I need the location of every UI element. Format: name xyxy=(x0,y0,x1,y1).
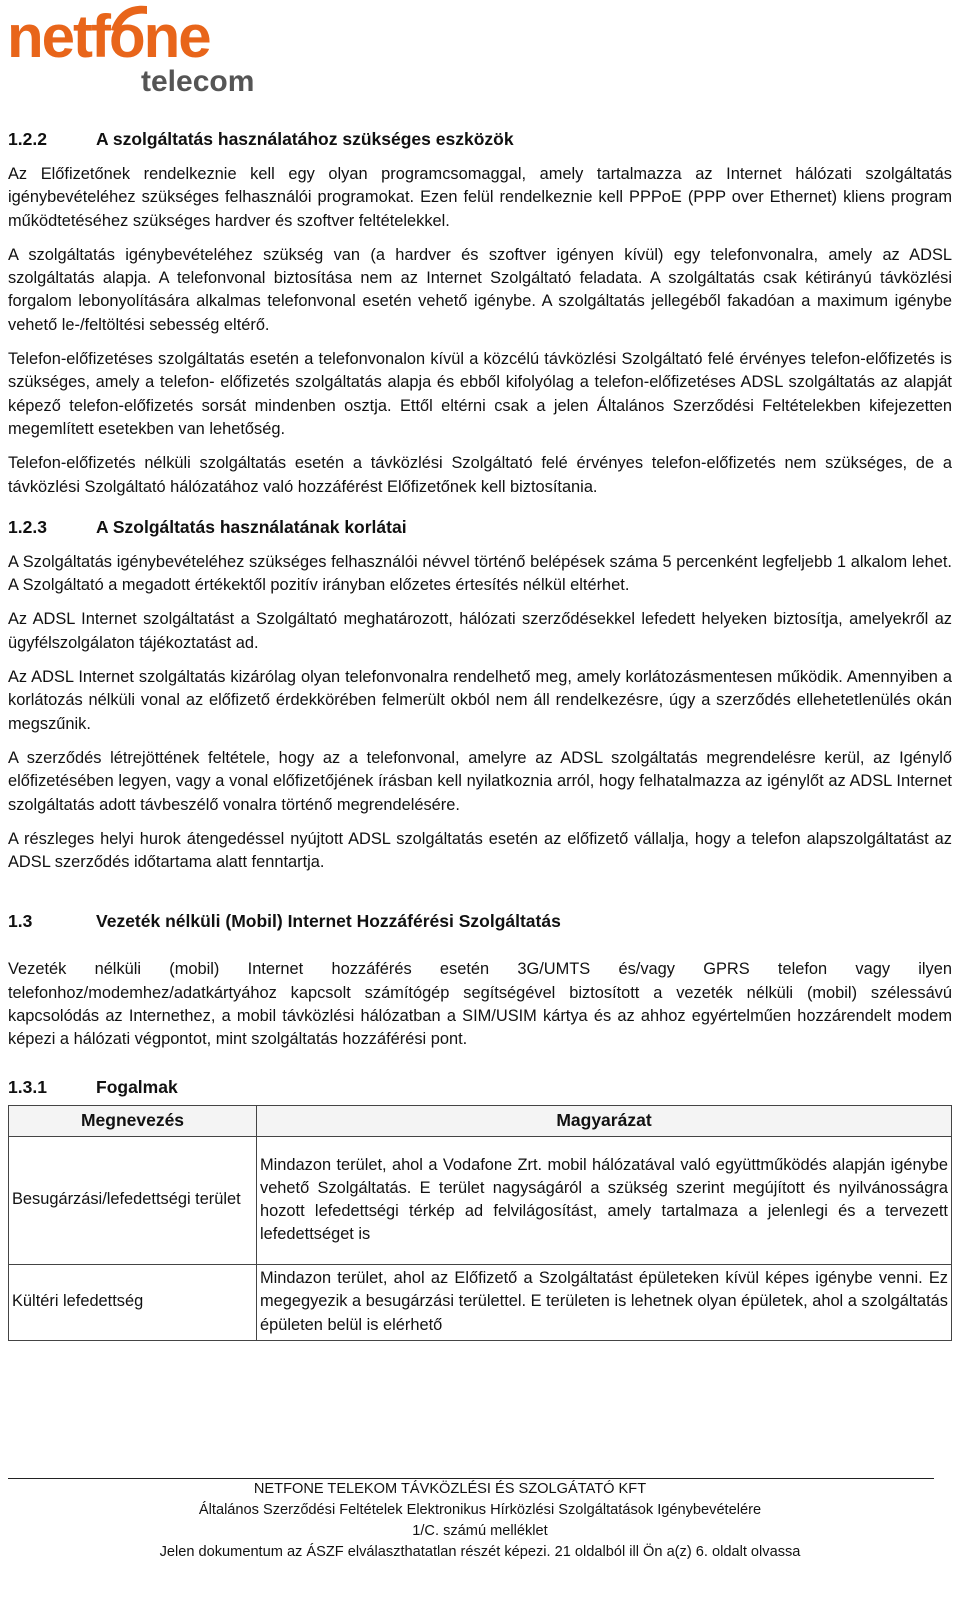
section-heading-1-3 xyxy=(8,910,952,932)
section-number: 1.2.2 xyxy=(8,129,47,149)
paragraph: Az ADSL Internet szolgáltatás kizárólag olyan telefonvonalra rendelhető meg, amely korlátozásmentesen működik. Amennyiben a korlátozás nélküli vonal az előfizető érdekkörében felmerült okból nem áll rendelkezésre, úgy a szerződés ellehetetlenülés okán megszűnik. xyxy=(8,668,952,733)
section-title: Vezeték nélküli (Mobil) Internet Hozzáférési Szolgáltatás xyxy=(96,911,561,932)
definition-cell: Mindazon terület, ahol a Vodafone Zrt. mobil hálózatával való együttműködés alapján igénybe vehető Szolgáltatás. E terület nagyságáról a szükség szerint megújított és nyilvánosságra hozott lefedettségi térkép ad felvilágosítást, amely tartalmaza a jelenlegi és a tervezett lefedettséget is xyxy=(257,1136,952,1264)
footer-company: NETFONE TELEKOM TÁVKÖZLÉSI ÉS SZOLGÁTATÓ KFT xyxy=(253,1481,647,1497)
page-footer xyxy=(0,1479,960,1563)
footer-annex: 1/C. számú melléklet xyxy=(412,1523,548,1539)
paragraph: Telefon-előfizetéses szolgáltatás esetén a telefonvonalon kívül a közcélú távközlési Szolgáltató felé érvényes telefon-előfizetés is szükséges, amely a telefon- előfizetés szolgáltatás alapja és ebből kifolyólag a telefon-előfizetéses ADSL szolgáltatás az alapját képező telefon-előfizetés sorsát mindenben osztja. Ettől eltérni csak a jelen Általános Szerződési Feltételekben kifejezetten megemlített esetekben van lehetőség. xyxy=(8,350,952,438)
column-header-term: Megnevezés xyxy=(9,1105,257,1136)
paragraph: Telefon-előfizetés nélküli szolgáltatás esetén a távközlési Szolgáltató felé érvényes telefon-előfizetés nem szükséges, de a távközlési Szolgáltató hálózatához való hozzáférést Előfizetőnek kell biztosítania. xyxy=(8,454,952,496)
section-number: 1.3.1 xyxy=(8,1076,47,1097)
netfone-logo xyxy=(7,2,257,104)
section-title: Fogalmak xyxy=(96,1076,178,1097)
column-header-explanation: Magyarázat xyxy=(257,1105,952,1136)
definitions-table xyxy=(8,1105,952,1341)
footer-document-title: Általános Szerződési Feltételek Elektronikus Hírközlési Szolgáltatások Igénybevételére xyxy=(198,1502,762,1518)
definition-cell: Mindazon terület, ahol az Előfizető a Szolgáltatást épületeken kívül képes igénybe venni. Ez megegyezik a besugárzási területtel. E területen is lehetnek olyan épületek, ahol a szolgáltatás épületen belül is elérhető xyxy=(257,1264,952,1340)
term-cell: Kültéri lefedettség xyxy=(9,1264,257,1340)
section-number: 1.2.3 xyxy=(8,516,47,537)
logo-sub-text: telecom xyxy=(141,65,255,98)
term-cell: Besugárzási/lefedettségi terület xyxy=(9,1136,257,1264)
main-content xyxy=(8,128,952,1341)
section-title: A Szolgáltatás használatának korlátai xyxy=(96,516,407,537)
section-heading-1-2-2 xyxy=(8,128,952,150)
paragraph: A részleges helyi hurok átengedéssel nyújtott ADSL szolgáltatás esetén az előfizető vállalja, hogy a telefon alapszolgáltatást az ADSL szerződés időtartama alatt fenntartja. xyxy=(8,829,952,872)
paragraph: A Szolgáltatás igénybevételéhez szükséges felhasználói névvel történő belépések száma 5 percenként legfeljebb 1 alkalom lehet. A Szolgáltató a megadott értékektől pozitív irányban előzetes értesítés nélkül eltérhet. xyxy=(8,552,952,595)
section-number: 1.3 xyxy=(8,911,33,932)
table-header-row xyxy=(9,1105,952,1136)
paragraph: Az Előfizetőnek rendelkeznie kell egy olyan programcsomaggal, amely tartalmazza az Internet hálózati szolgáltatás igénybevételéhez szükséges felhasználói programokat. Ezen felül rendelkeznie kell PPPoE (PPP over Ethernet) kliens program működtetéséhez szükséges hardver és szoftver feltételekkel. xyxy=(8,165,952,230)
section-title: A szolgáltatás használatához szükséges eszközök xyxy=(96,129,514,149)
paragraph: Vezeték nélküli (mobil) Internet hozzáférés esetén 3G/UMTS és/vagy GPRS telefon vagy ilyen telefonhoz/modemhez/adatkártyához kapcsolt számítógép segítségével biztosított a vezeték nélküli (mobil) szélessávú kapcsolódás az Internethez, a mobil távközlési hálózatban a SIM/USIM kártya és az ahhoz egyértelműen hozzárendelt modem képezi a hálózati végpontot, mint szolgáltatás hozzáférési pont. xyxy=(8,960,952,1049)
table-row xyxy=(9,1136,952,1264)
table-row xyxy=(9,1264,952,1340)
logo-main-text: netfone xyxy=(7,3,210,70)
paragraph: A szolgáltatás igénybevételéhez szükség van (a hardver és szoftver igényen kívül) egy telefonvonalra, amely az ADSL szolgáltatás alapja. A telefonvonal biztosítása nem az Internet Szolgáltató feladata. A szolgáltatás csak kétirányú távközlési forgalom lebonyolítására alkalmas telefonvonal esetén vehető igénybe. A szolgáltatás jellegéből fakadóan a maximum igénybe vehető le-/feltöltési sebesség eltérő. xyxy=(8,245,952,334)
section-heading-1-2-3 xyxy=(8,516,952,538)
paragraph: Az ADSL Internet szolgáltatást a Szolgáltató meghatározott, hálózati szerződésekkel lefedett helyeken biztosítja, amelyekről az ügyfélszolgálaton tájékoztatást ad. xyxy=(8,610,952,652)
section-heading-1-3-1 xyxy=(8,1076,952,1098)
footer-page-info: Jelen dokumentum az ÁSZF elválaszthatatlan részét képezi. 21 oldalból ill Ön a(z) 6. oldalt olvassa xyxy=(159,1544,801,1560)
paragraph: A szerződés létrejöttének feltétele, hogy az a telefonvonal, amelyre az ADSL szolgáltatás megrendelésre kerül, az Igénylő előfizetésében legyen, vagy a vonal előfizetőjének írásban kell nyilatkoznia arról, hogy felhatalmazza az igénylőt az ADSL Internet szolgáltatás adott távbeszélő vonalra történő megrendelésére. xyxy=(8,748,952,814)
